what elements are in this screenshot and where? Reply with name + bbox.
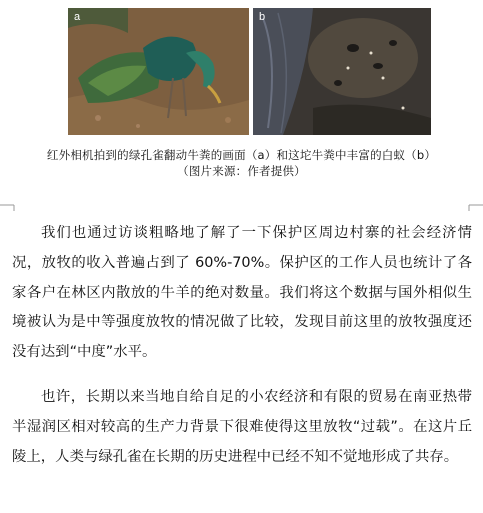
left-margin-marker	[0, 203, 22, 211]
figure	[68, 8, 431, 135]
right-margin-marker	[461, 203, 483, 211]
body-paragraph-1: 我们也通过访谈粗略地了解了一下保护区周边村寨的社会经济情况，放牧的收入普遍占到了 60%-70%。保护区的工作人员也统计了各家各户在林区内散放的牛羊的绝对数量。我们将这个数据与国外相似生境被认为是中等强度放牧的情况做了比较，发现目前这里的放牧强度还没有达到“中度”水平。	[12, 225, 472, 361]
panel-b-label: b	[259, 11, 266, 23]
panel-a-label: a	[74, 11, 81, 23]
figure-caption: 红外相机拍到的绿孔雀翻动牛粪的画面（a）和这坨牛粪中丰富的白蚁（b）	[46, 148, 437, 162]
termite-dung-photo	[253, 8, 431, 135]
dung-illustration	[253, 8, 431, 135]
body-paragraph-2: 也许，长期以来当地自给自足的小农经济和有限的贸易在南亚热带半湿润区相对较高的生产力背景下很难使得这里放牧“过载”。在这片丘陵上，人类与绿孔雀在长期的历史进程中已经不知不觉地形成了共存。	[12, 389, 472, 465]
peacock-photo	[68, 8, 249, 135]
figure-source: （图片来源：作者提供）	[177, 164, 306, 178]
peacock-illustration	[68, 8, 249, 135]
